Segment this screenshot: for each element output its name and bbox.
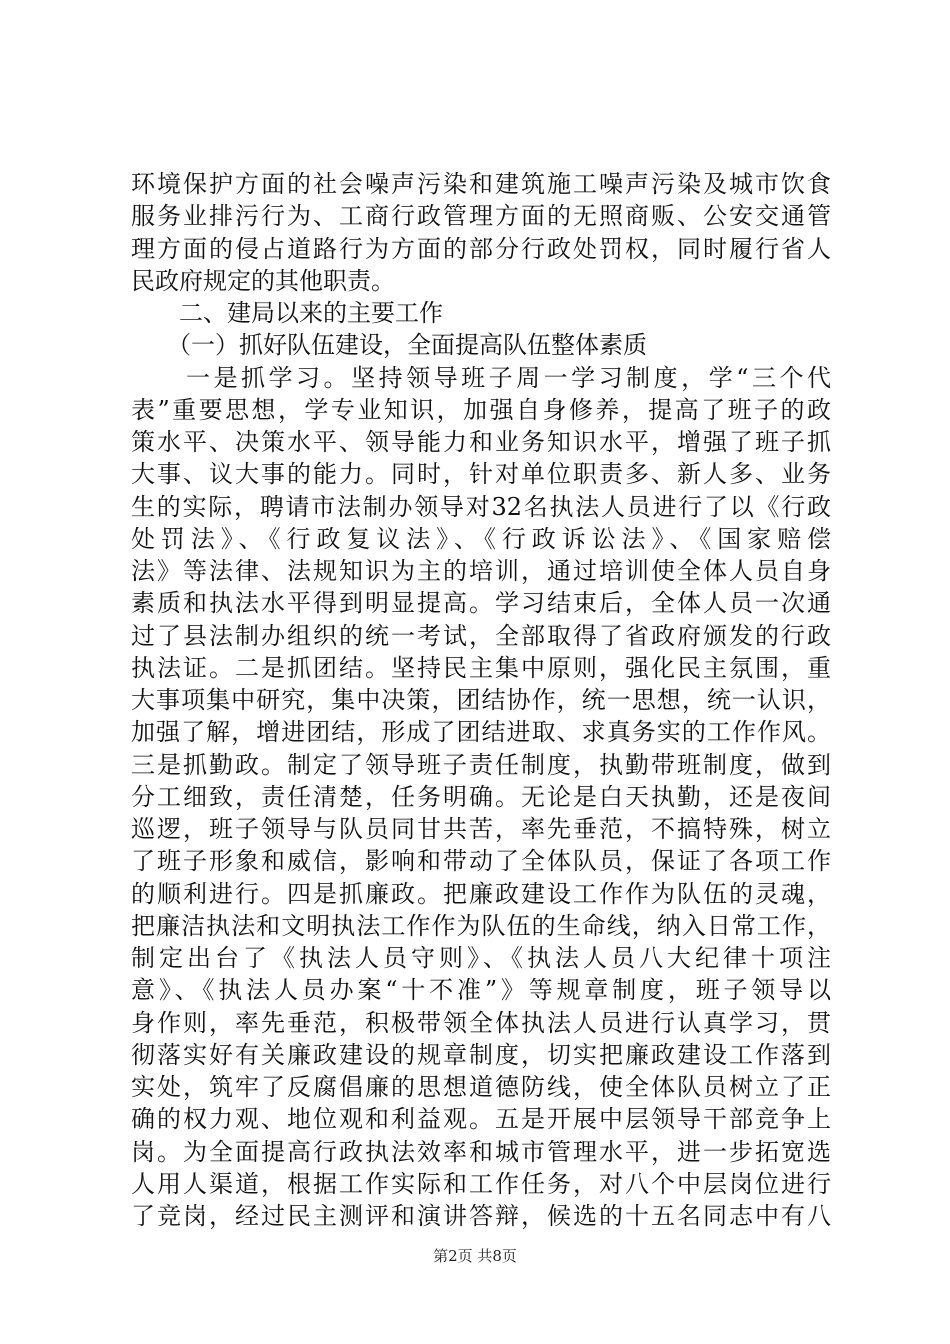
text-line: 法》等法律、法规知识为主的培训，通过培训使全体人员自身	[131, 557, 831, 585]
text-line: 表”重要思想，学专业知识，加强自身修养，提高了班子的政	[131, 395, 831, 424]
text-line: 制定出台了《执法人员守则》、《执法人员八大纪律十项注	[131, 944, 831, 972]
text-line: 一是抓学习。坚持领导班子周一学习制度，学“三个代	[131, 363, 831, 392]
text-line: 环境保护方面的社会噪声污染和建筑施工噪声污染及城市饮食	[131, 170, 831, 198]
text-line: 人用人渠道，根据工作实际和工作任务，对八个中层岗位进行	[131, 1169, 831, 1198]
text-line: 处罚法》、《行政复议法》、《行政诉讼法》、《国家赔偿	[131, 524, 831, 553]
text-line: 大事项集中研究，集中决策，团结协作，统一思想，统一认识，	[131, 686, 831, 714]
text-line: 三是抓勤政。制定了领导班子责任制度，执勤带班制度，做到	[131, 750, 831, 779]
text-line: （一）抓好队伍建设，全面提高队伍整体素质	[131, 331, 647, 360]
text-line: 意》、《执法人员办案“十不准”》等规章制度，班子领导以	[131, 976, 831, 1005]
text-line: 策水平、决策水平、领导能力和业务知识水平，增强了班子抓	[131, 428, 831, 456]
text-line: 巡逻，班子领导与队员同甘共苦，率先垂范，不搞特殊，树立	[131, 815, 831, 843]
text-line: 过了县法制办组织的统一考试，全部取得了省政府颁发的行政	[131, 621, 831, 650]
text-line: 加强了解，增进团结，形成了团结进取、求真务实的工作作风。	[131, 718, 831, 747]
text-line: 执法证。二是抓团结。坚持民主集中原则，强化民主氛围，重	[131, 653, 831, 682]
text-line: 民政府规定的其他职责。	[131, 266, 395, 295]
text-line: 彻落实好有关廉政建设的规章制度，切实把廉政建设工作落到	[131, 1040, 831, 1069]
text-line: 分工细致，责任清楚，任务明确。无论是白天执勤，还是夜间	[131, 782, 831, 811]
document-body	[131, 168, 831, 1232]
text-line: 理方面的侵占道路行为方面的部分行政处罚权，同时履行省人	[131, 234, 831, 263]
text-line: 服务业排污行为、工商行政管理方面的无照商贩、公安交通管	[131, 202, 831, 231]
text-line: 二、建局以来的主要工作	[131, 299, 443, 327]
text-line: 大事、议大事的能力。同时，针对单位职责多、新人多、业务	[131, 460, 831, 489]
text-line: 确的权力观、地位观和利益观。五是开展中层领导干部竞争上	[131, 1105, 831, 1134]
text-line: 的顺利进行。四是抓廉政。把廉政建设工作作为队伍的灵魂，	[131, 879, 831, 908]
text-line: 把廉洁执法和文明执法工作作为队伍的生命线，纳入日常工作，	[131, 911, 831, 940]
text-line: 实处，筑牢了反腐倡廉的思想道德防线，使全体队员树立了正	[131, 1073, 831, 1101]
text-line: 岗。为全面提高行政执法效率和城市管理水平，进一步拓宽选	[131, 1137, 831, 1166]
text-line: 了班子形象和威信，影响和带动了全体队员，保证了各项工作	[131, 847, 831, 876]
page-footer: 第2页 共8页	[433, 1247, 517, 1265]
text-line: 素质和执法水平得到明显提高。学习结束后，全体人员一次通	[131, 589, 831, 618]
text-line: 了竞岗，经过民主测评和演讲答辩，候选的十五名同志中有八	[131, 1202, 831, 1230]
text-line: 生的实际，聘请市法制办领导对32名执法人员进行了以《行政	[131, 492, 831, 521]
text-line: 身作则，率先垂范，积极带领全体执法人员进行认真学习，贯	[131, 1008, 831, 1037]
